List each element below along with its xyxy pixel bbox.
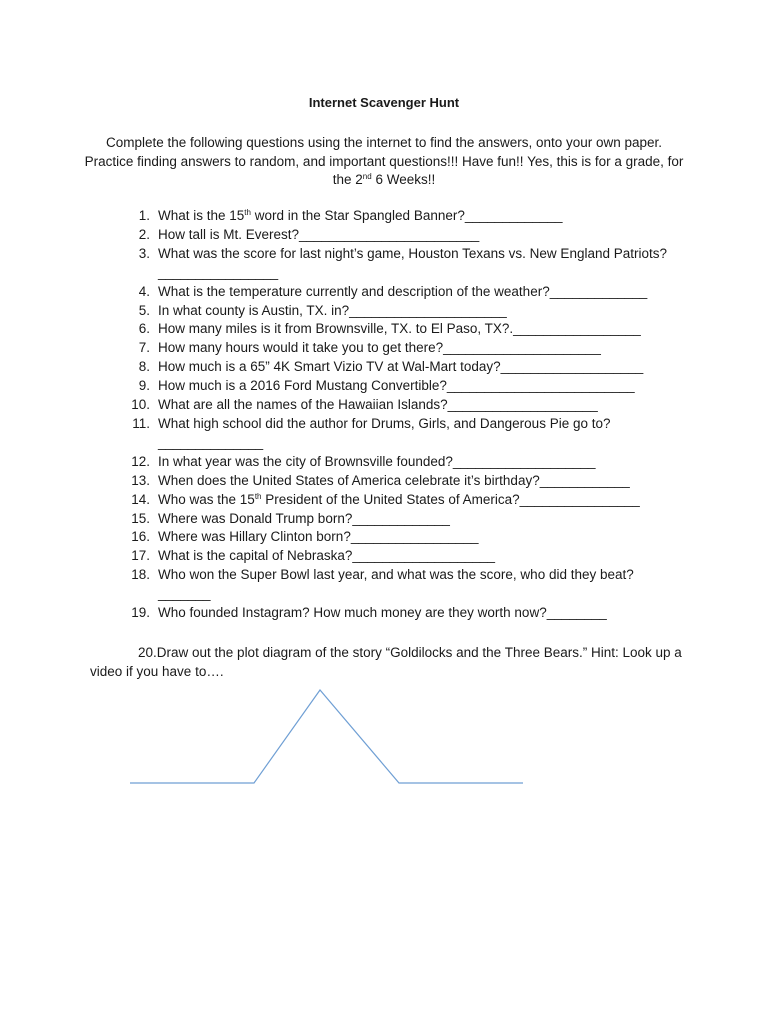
question-number: 11. — [132, 415, 150, 431]
question-number: 9. — [138, 378, 150, 394]
question-text: How much is a 65” 4K Smart Vizio TV at Wal-Mart today?___________________ — [158, 359, 644, 375]
question-number: 3. — [138, 245, 150, 261]
question-number: 4. — [138, 283, 150, 299]
instructions-superscript: nd — [362, 172, 372, 181]
question-text: What high school did the author for Drums, Girls, and Dangerous Pie go to?______________ — [158, 415, 611, 450]
question-number: 13. — [131, 472, 150, 488]
question-number: 12. — [131, 453, 150, 469]
question-number: 16. — [131, 529, 150, 545]
question-text-end: word in the Star Spangled Banner?_____________ — [250, 208, 563, 223]
question-text-end: President of the United States of America?________________ — [261, 491, 640, 507]
question-number: 2. — [138, 226, 150, 242]
question-text: Who won the Super Bowl last year, and what was the score, who did they beat?_______ — [158, 567, 634, 602]
instructions-text: Complete the following questions using the internet to find the answers, onto your own paper. Practice finding answers to random, and important questions!!! Have fun!! Yes, this is for a grade, for the 2 — [84, 135, 684, 187]
question-superscript: th — [244, 208, 251, 217]
question-number: 7. — [138, 340, 150, 356]
question-text: Where was Hillary Clinton born?_________________ — [158, 529, 479, 545]
question-text: Who founded Instagram? How much money are they worth now?________ — [158, 605, 607, 621]
plot-diagram-line — [130, 690, 523, 783]
question-text: What is the temperature currently and description of the weather?_____________ — [158, 283, 648, 299]
question-number: 14. — [131, 491, 150, 507]
question-number: 5. — [138, 302, 150, 318]
question-text: When does the United States of America celebrate it’s birthday?____________ — [158, 472, 630, 488]
question-number: 8. — [138, 359, 150, 375]
question-20-text: 20.Draw out the plot diagram of the story “Goldilocks and the Three Bears.” Hint: Look up a video if you have to…. — [90, 645, 682, 679]
instructions-text-end: 6 Weeks!! — [371, 172, 436, 187]
question-text: Who was the 15 — [158, 491, 255, 507]
question-superscript: th — [254, 491, 262, 501]
question-text: How much is a 2016 Ford Mustang Convertible?_________________________ — [158, 378, 635, 394]
question-text: How tall is Mt. Everest?________________________ — [158, 226, 480, 242]
question-text: What was the score for last night’s game, Houston Texans vs. New England Patriots?________________ — [158, 245, 668, 280]
question-text: What is the 15 — [158, 208, 245, 223]
question-number: 15. — [131, 510, 150, 526]
question-number: 19. — [131, 605, 150, 621]
question-number: 18. — [131, 567, 150, 583]
question-number: 6. — [138, 321, 150, 337]
question-text: In what county is Austin, TX. in?_____________________ — [158, 302, 507, 318]
question-number: 10. — [131, 397, 150, 413]
question-text: What are all the names of the Hawaiian Islands?____________________ — [158, 397, 598, 413]
page-title: Internet Scavenger Hunt — [308, 95, 460, 110]
question-number: 17. — [131, 548, 150, 564]
question-text: What is the capital of Nebraska?___________________ — [158, 548, 495, 564]
question-number: 1. — [138, 208, 150, 223]
question-text: Where was Donald Trump born?_____________ — [158, 510, 450, 526]
question-text: How many miles is it from Brownsville, TX. to El Paso, TX?._________________ — [158, 321, 641, 337]
question-text: In what year was the city of Brownsville founded?___________________ — [158, 453, 596, 469]
question-text: How many hours would it take you to get there?_____________________ — [158, 340, 601, 356]
